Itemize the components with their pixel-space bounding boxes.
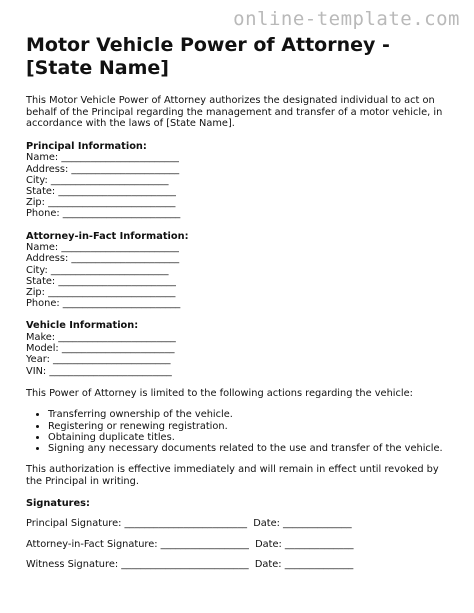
title-line-2: [State Name] bbox=[26, 57, 169, 79]
principal-zip-field: Zip: __________________________ bbox=[26, 197, 176, 209]
action-item-transfer: • Transferring ownership of the vehicle. bbox=[48, 409, 456, 420]
vehicle-vin-field: VIN: _________________________ bbox=[26, 365, 172, 377]
signatures-heading: Signatures: bbox=[26, 498, 90, 510]
witness-signature-line: Witness Signature: __________________________ Date: ______________ bbox=[26, 559, 354, 571]
document bbox=[26, 34, 456, 571]
action-item-sign-documents: • Signing any necessary documents related to the use and transfer of the vehicle. bbox=[48, 443, 456, 454]
attorney-city-field: City: ________________________ bbox=[26, 264, 169, 276]
vehicle-year-field: Year: ________________________ bbox=[26, 354, 171, 366]
action-item-duplicate-titles: • Obtaining duplicate titles. bbox=[48, 432, 456, 443]
principal-section bbox=[26, 141, 456, 220]
principal-phone-field: Phone: ________________________ bbox=[26, 208, 181, 220]
title-line-1: Motor Vehicle Power of Attorney - bbox=[26, 34, 390, 56]
actions-list bbox=[26, 409, 456, 454]
principal-state-field: State: ________________________ bbox=[26, 185, 176, 197]
limit-paragraph: This Power of Attorney is limited to the following actions regarding the vehicle: bbox=[26, 387, 413, 399]
principal-address-field: Address: ______________________ bbox=[26, 163, 180, 175]
vehicle-make-field: Make: ________________________ bbox=[26, 332, 176, 343]
effective-paragraph: This authorization is effective immediately and will remain in effect until revoked by the Principal in writing. bbox=[26, 464, 439, 487]
attorney-address-field: Address: ______________________ bbox=[26, 253, 180, 265]
intro-paragraph: This Motor Vehicle Power of Attorney authorizes the designated individual to act on behalf of the Principal regarding the management and transfer of a motor vehicle, in accordance with the laws of [State Name]. bbox=[26, 95, 443, 130]
watermark: online-template.com bbox=[233, 8, 460, 30]
vehicle-heading: Vehicle Information: bbox=[26, 320, 139, 332]
attorney-heading: Attorney-in-Fact Information: bbox=[26, 230, 189, 242]
vehicle-section bbox=[26, 320, 456, 376]
document-title bbox=[26, 34, 456, 80]
attorney-name-field: Name: ________________________ bbox=[26, 242, 179, 254]
vehicle-model-field: Model: _______________________ bbox=[26, 343, 175, 355]
action-item-register: • Registering or renewing registration. bbox=[48, 421, 456, 432]
principal-signature-line: Principal Signature: _________________________ Date: ______________ bbox=[26, 518, 352, 529]
attorney-section bbox=[26, 231, 456, 310]
principal-name-field: Name: ________________________ bbox=[26, 152, 179, 164]
attorney-phone-field: Phone: ________________________ bbox=[26, 298, 181, 310]
attorney-zip-field: Zip: __________________________ bbox=[26, 287, 176, 298]
principal-city-field: City: ________________________ bbox=[26, 174, 169, 186]
principal-heading: Principal Information: bbox=[26, 140, 147, 152]
attorney-signature-line: Attorney-in-Fact Signature: __________________ Date: ______________ bbox=[26, 538, 354, 550]
attorney-state-field: State: ________________________ bbox=[26, 275, 176, 287]
signatures-section bbox=[26, 498, 456, 570]
